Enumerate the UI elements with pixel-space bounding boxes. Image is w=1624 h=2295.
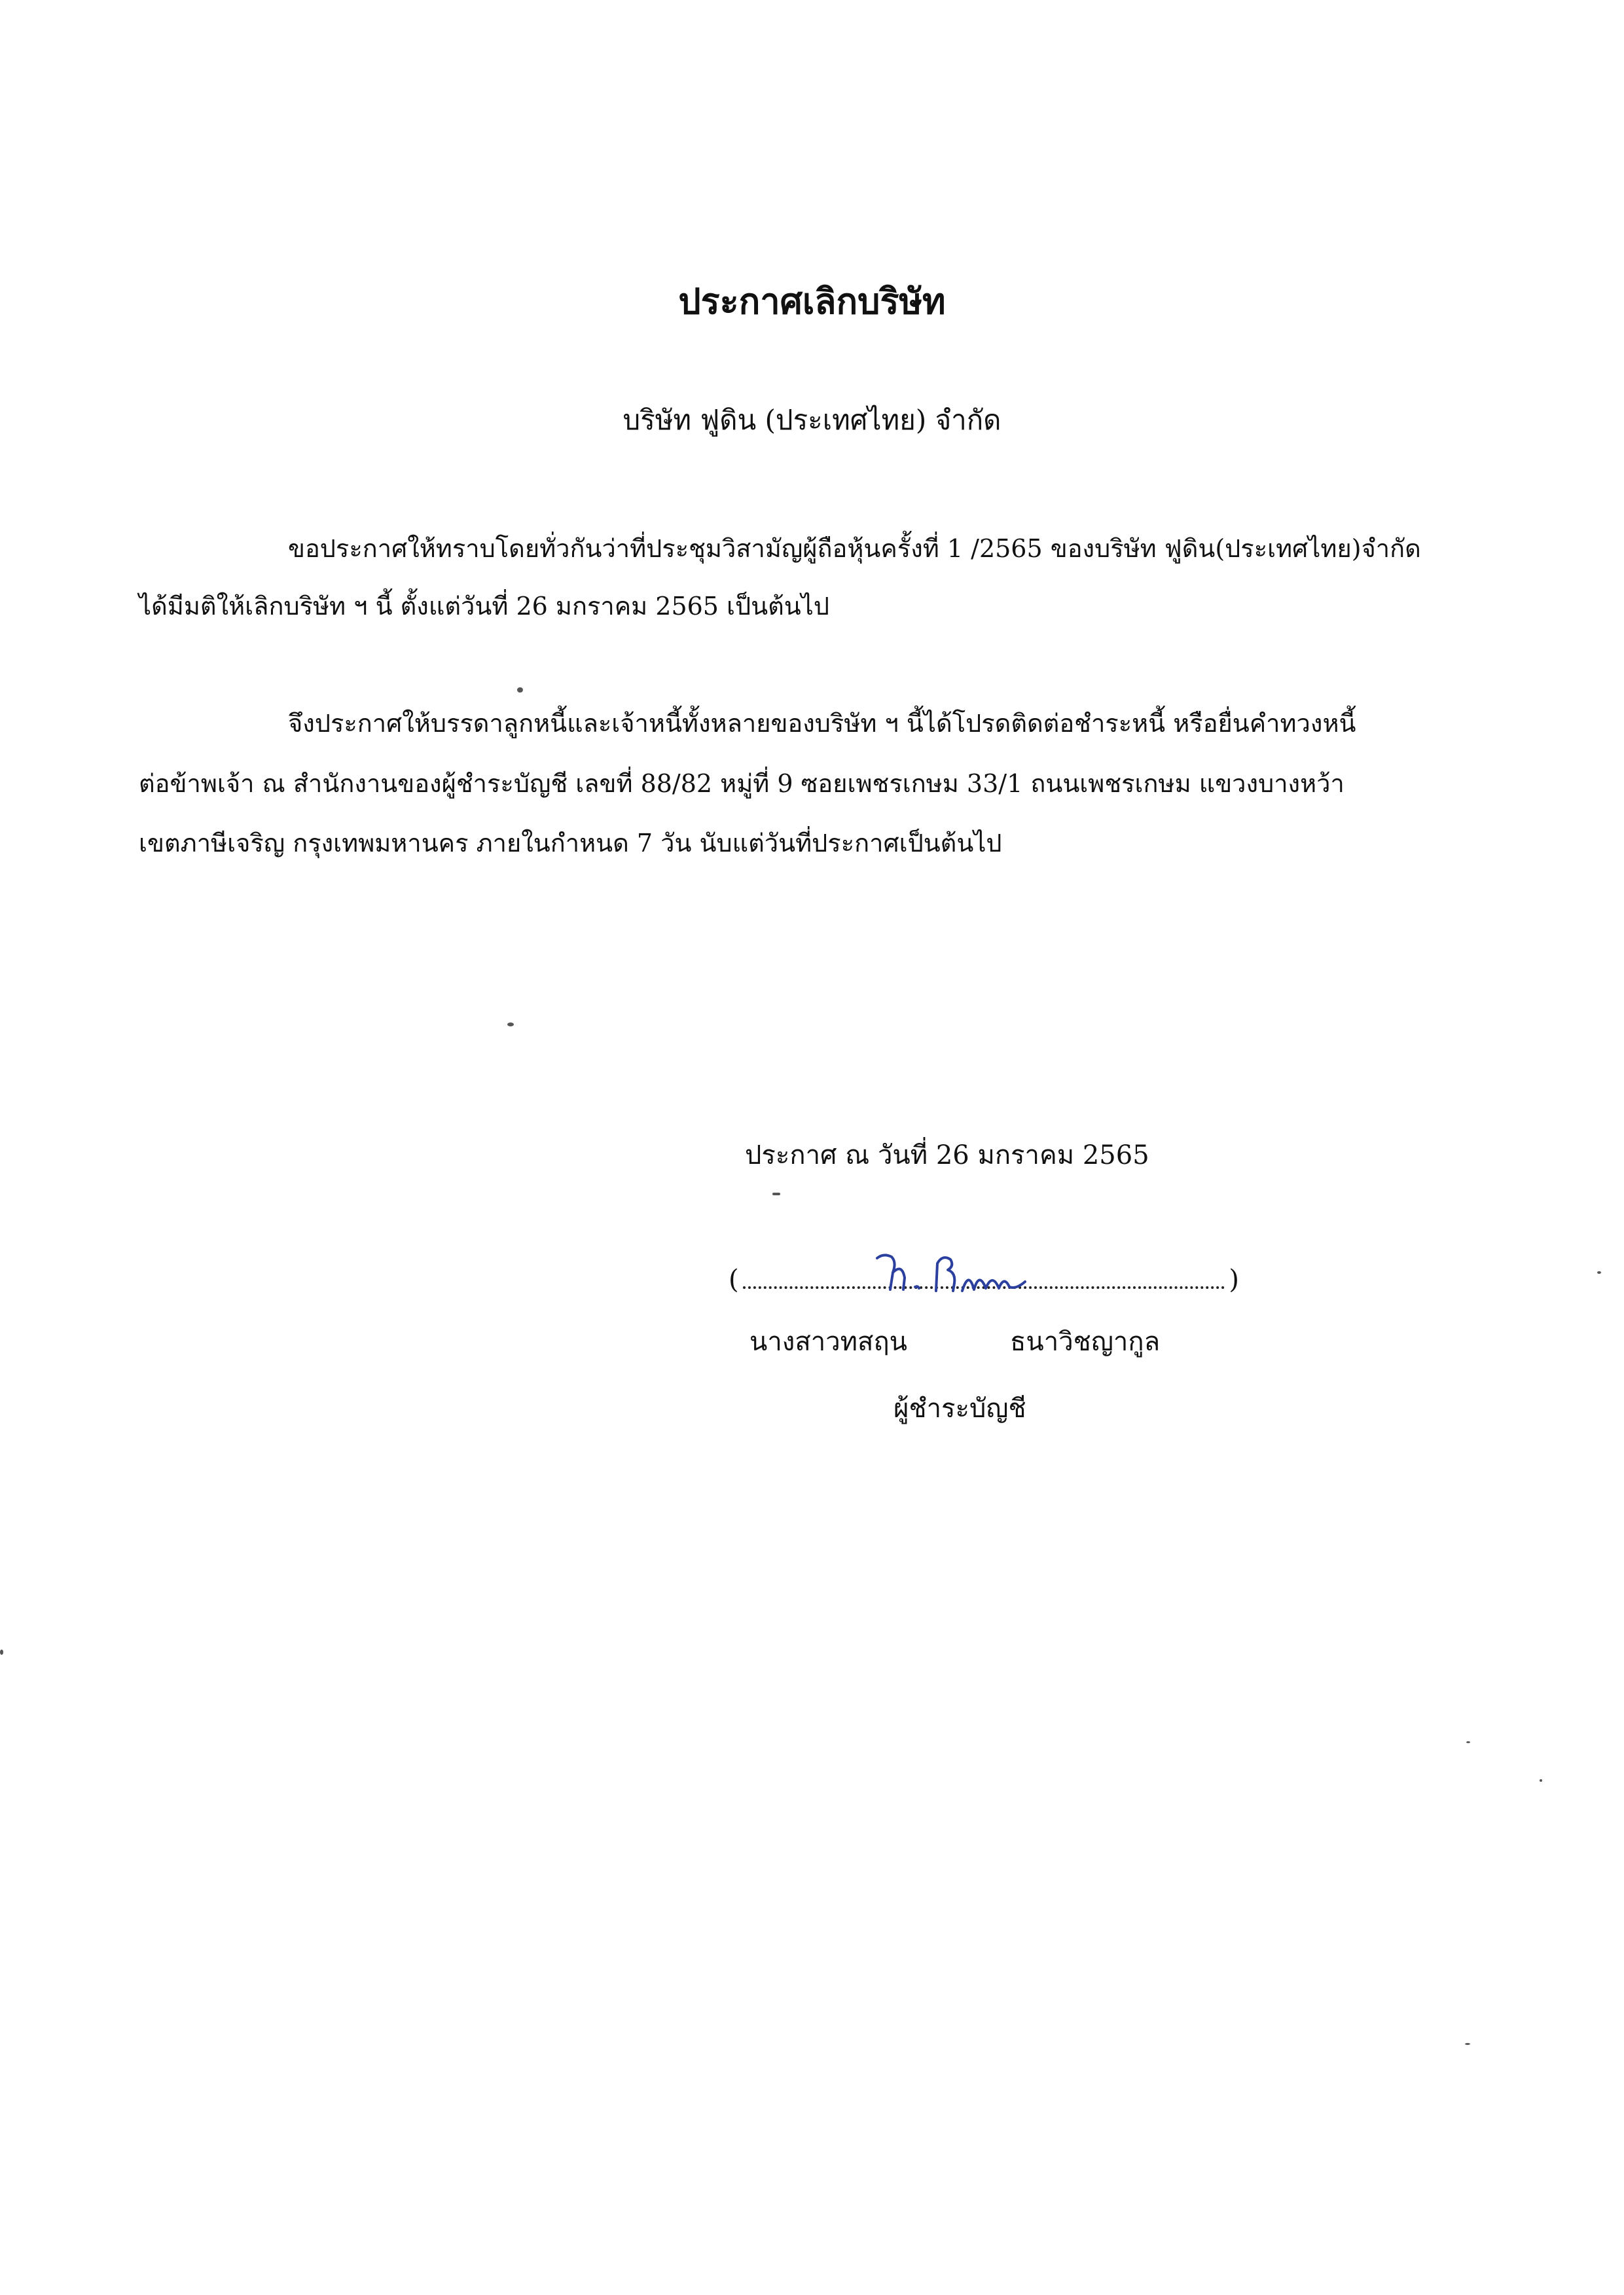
signature-paren-open: (	[729, 1265, 739, 1295]
scan-speck	[1597, 1271, 1601, 1274]
company-name: บริษัท ฟูดิน (ประเทศไทย) จำกัด	[623, 404, 1001, 436]
scan-speck	[772, 1193, 780, 1195]
scan-speck	[517, 687, 523, 693]
paragraph2-line3: เขตภาษีเจริญ กรุงเทพมหานคร ภายในกำหนด 7 วัน นับแต่วันที่ประกาศเป็นต้นไป	[139, 829, 1002, 858]
paragraph1-line1: ขอประกาศให้ทราบโดยทั่วกันว่าที่ประชุมวิสามัญผู้ถือหุ้นครั้งที่ 1 /2565 ของบริษัท ฟูดิน(ประเทศไทย)จำกัด	[288, 534, 1421, 563]
paragraph2-line1: จึงประกาศให้บรรดาลูกหนี้และเจ้าหนี้ทั้งหลายของบริษัท ฯ นี้ได้โปรดติดต่อชำระหนี้ หรือยื่นคำทวงหนี้	[288, 709, 1356, 738]
announcement-date: ประกาศ ณ วันที่ 26 มกราคม 2565	[745, 1140, 1149, 1170]
liquidator-last-name: ธนาวิชญากูล	[1010, 1327, 1161, 1357]
scan-speck	[1465, 2043, 1470, 2045]
scan-speck	[1466, 1741, 1470, 1743]
paragraph2-line2: ต่อข้าพเจ้า ณ สำนักงานของผู้ชำระบัญชี เลขที่ 88/82 หมู่ที่ 9 ซอยเพชรเกษม 33/1 ถนนเพชรเกษม แขวงบางหว้า	[139, 769, 1344, 798]
scan-speck	[507, 1022, 514, 1026]
signature-paren-close: )	[1229, 1265, 1239, 1295]
liquidator-role: ผู้ชำระบัญชี	[893, 1394, 1026, 1424]
liquidator-first-name: นางสาวทสฤน	[749, 1327, 908, 1357]
scan-speck	[0, 1650, 3, 1655]
document-title: ประกาศเลิกบริษัท	[678, 280, 946, 322]
scan-speck	[1540, 1779, 1542, 1782]
paragraph1-line2: ได้มีมติให้เลิกบริษัท ฯ นี้ ตั้งแต่วันที่ 26 มกราคม 2565 เป็นต้นไป	[139, 592, 830, 621]
handwritten-signature	[864, 1244, 1041, 1303]
